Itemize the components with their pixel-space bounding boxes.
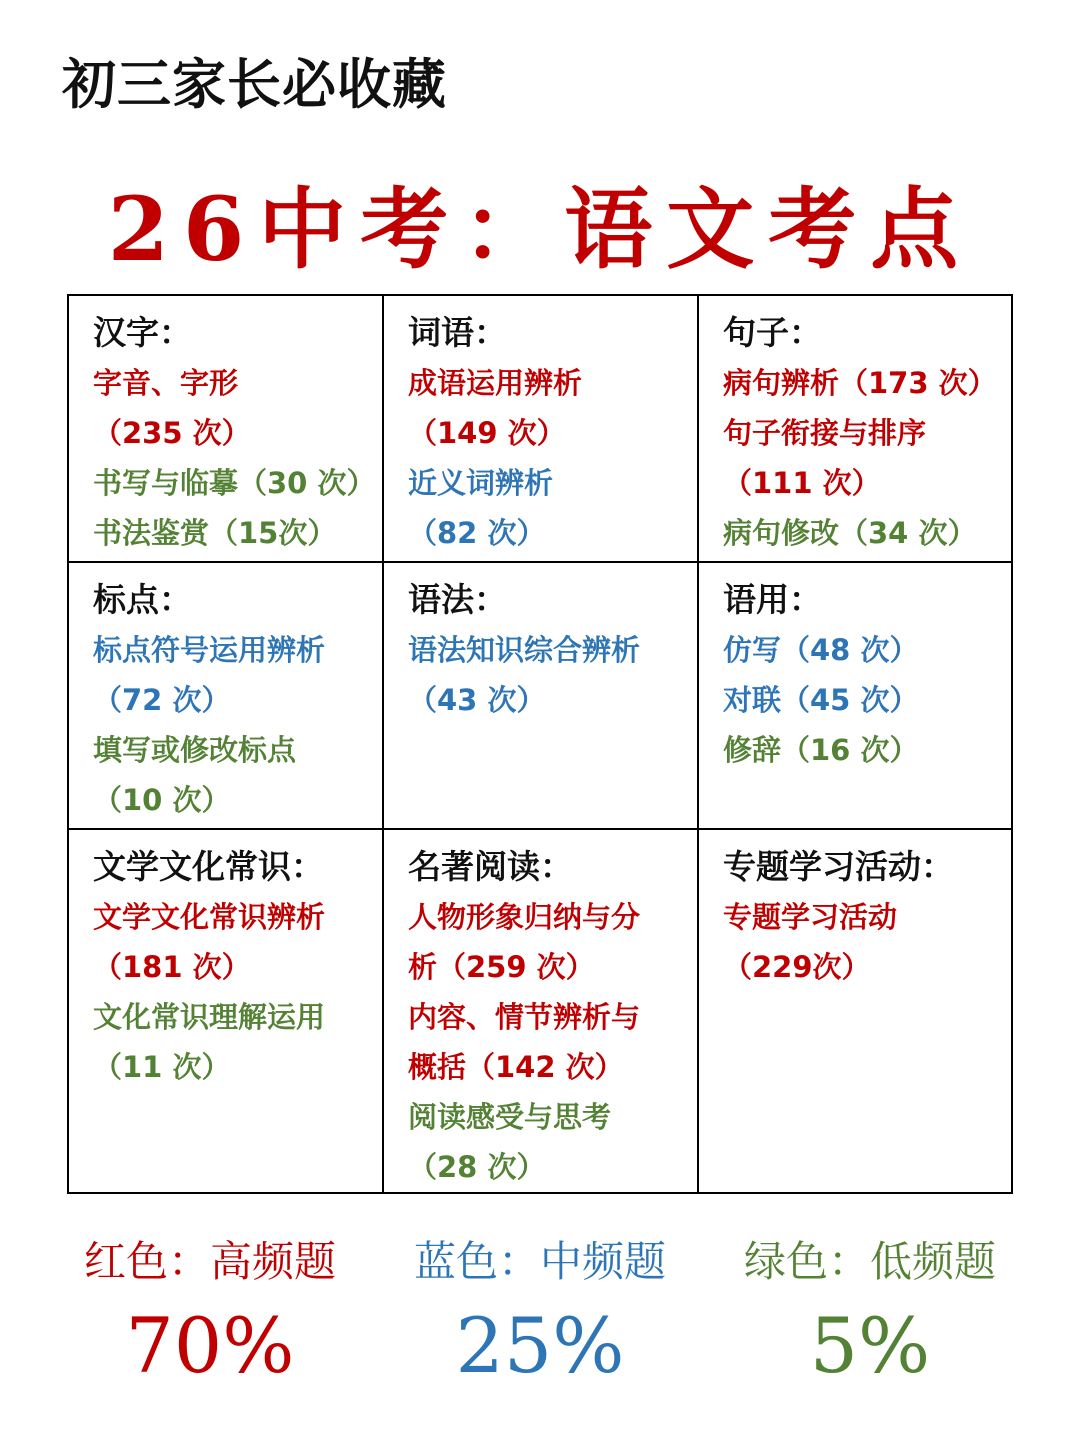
cell-biaodian [69, 563, 384, 830]
topic-line: 病句辨析（173 次） [723, 366, 997, 400]
cell-title: 语用： [723, 580, 822, 619]
topic-line: 标点符号运用辨析 [93, 633, 326, 667]
frequency-legend [0, 1230, 1080, 1400]
cell-zhuanti [699, 830, 1011, 1192]
topic-line: 概括（142 次） [408, 1050, 624, 1084]
topic-line: 专题学习活动 [723, 900, 898, 934]
cell-title: 句子： [723, 313, 822, 352]
topic-count: （72 次） [93, 683, 231, 717]
topic-count: （235 次） [93, 416, 251, 450]
topic-line: 成语运用辨析 [408, 366, 583, 400]
topic-count: （43 次） [408, 683, 546, 717]
topic-line: 文学文化常识辨析 [93, 900, 326, 934]
topic-count: （229次） [723, 950, 871, 984]
topic-line: 文化常识理解运用 [93, 1000, 326, 1034]
cell-yuyong [699, 563, 1011, 830]
topic-count: （82 次） [408, 516, 546, 550]
topic-line: 书法鉴赏（15次） [93, 516, 337, 550]
topic-count: （181 次） [93, 950, 251, 984]
cell-title: 专题学习活动： [723, 847, 954, 886]
cell-title: 汉字： [93, 313, 192, 352]
topic-count: （10 次） [93, 783, 231, 817]
legend-label: 红色：高频题 [83, 1237, 336, 1286]
legend-label: 蓝色：中频题 [413, 1237, 666, 1286]
cell-hanzi [69, 296, 384, 563]
cell-juzi [699, 296, 1011, 563]
legend-low [705, 1230, 1035, 1394]
cell-title: 名著阅读： [408, 847, 573, 886]
cell-title: 词语： [408, 313, 507, 352]
cell-mingzhu [384, 830, 699, 1192]
topic-count: （11 次） [93, 1050, 231, 1084]
topic-line: 病句修改（34 次） [723, 516, 977, 550]
topic-line: 修辞（16 次） [723, 733, 919, 767]
legend-percent: 5% [809, 1301, 931, 1390]
topic-line: 近义词辨析 [408, 466, 554, 500]
topic-line: 阅读感受与思考 [408, 1100, 612, 1134]
exam-points-grid [67, 294, 1013, 1194]
cell-yufa [384, 563, 699, 830]
topic-line: 填写或修改标点 [93, 733, 297, 767]
topic-line: 句子衔接与排序 [723, 416, 927, 450]
topic-line: 仿写（48 次） [723, 633, 919, 667]
main-title: 26中考：语文考点 [107, 177, 973, 281]
topic-line: 对联（45 次） [723, 683, 919, 717]
topic-line: 人物形象归纳与分 [408, 900, 641, 934]
legend-percent: 25% [455, 1301, 625, 1390]
cell-title: 标点： [93, 580, 192, 619]
topic-count: （28 次） [408, 1150, 546, 1184]
cell-title: 文学文化常识： [93, 847, 324, 886]
legend-mid [375, 1230, 705, 1394]
legend-label: 绿色：低频题 [743, 1237, 996, 1286]
topic-line: 字音、字形 [93, 366, 239, 400]
cell-ciyu [384, 296, 699, 563]
cell-wenxue [69, 830, 384, 1192]
topic-line: 语法知识综合辨析 [408, 633, 641, 667]
topic-count: （111 次） [723, 466, 881, 500]
topic-line: 书写与临摹（30 次） [93, 466, 376, 500]
topic-line: 内容、情节辨析与 [408, 1000, 641, 1034]
legend-percent: 70% [125, 1301, 295, 1390]
cell-title: 语法： [408, 580, 507, 619]
topic-line: 析（259 次） [408, 950, 595, 984]
topic-count: （149 次） [408, 416, 566, 450]
legend-high [45, 1230, 375, 1394]
header-title: 初三家长必收藏 [62, 53, 447, 116]
